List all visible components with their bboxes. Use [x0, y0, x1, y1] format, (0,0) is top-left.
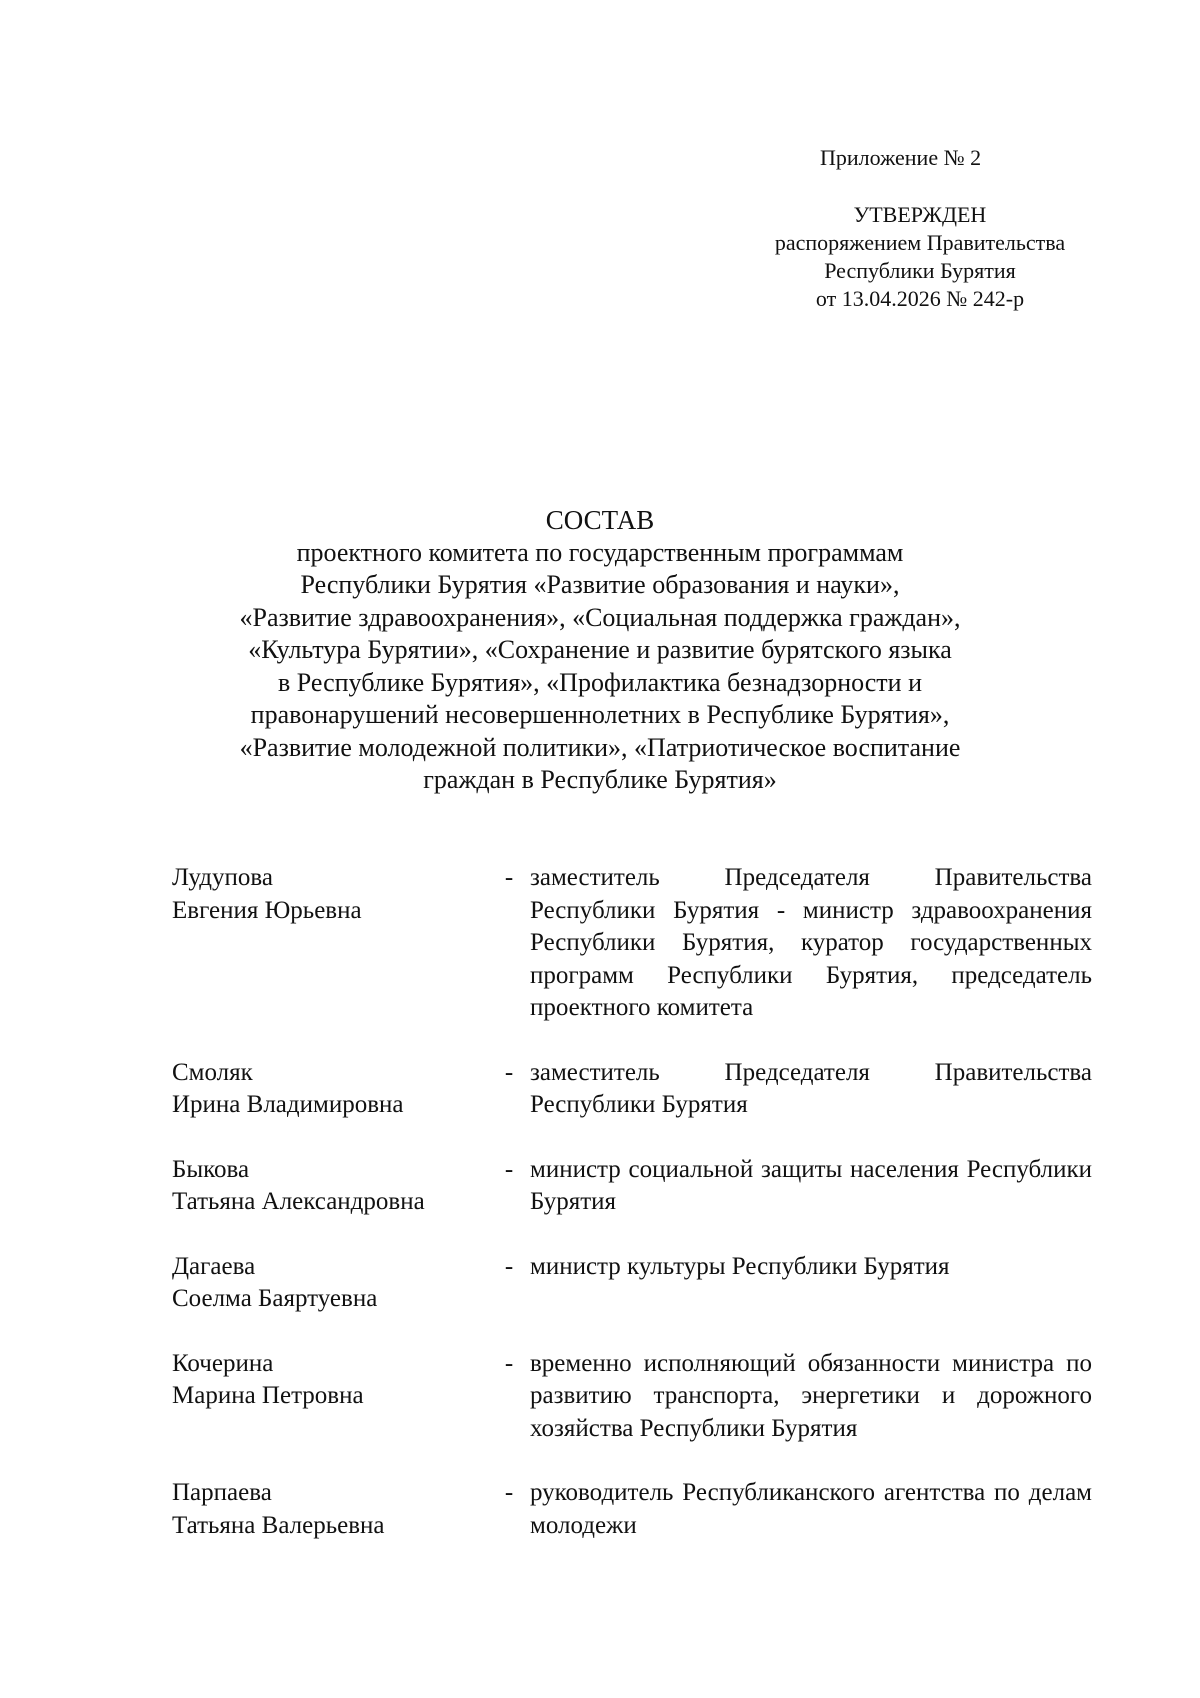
member-surname: Парпаева — [172, 1479, 272, 1506]
member-given-names: Ирина Владимировна — [172, 1091, 404, 1118]
title-line: «Культура Бурятии», «Сохранение и развитие бурятского языка — [248, 635, 952, 664]
member-name — [172, 1057, 492, 1122]
member-name — [172, 1477, 492, 1542]
member-given-names: Евгения Юрьевна — [172, 896, 362, 924]
member-surname: Смоляк — [172, 1058, 253, 1086]
approval-line: распоряжением Правительства — [774, 230, 1066, 255]
member-name — [172, 862, 492, 927]
member-name — [172, 1154, 492, 1219]
member-given-names: Татьяна Александровна — [172, 1188, 425, 1215]
member-given-names: Соелма Баяртуевна — [172, 1285, 378, 1312]
title-line: «Развитие молодежной политики», «Патриотическое воспитание — [239, 732, 961, 762]
appendix-label: Приложение № 2 — [820, 145, 982, 170]
member-surname: Дагаева — [172, 1252, 256, 1280]
member-separator: - — [504, 1349, 514, 1377]
member-entry — [172, 1251, 1092, 1316]
title-line: проектного комитета по государственным программам — [296, 537, 904, 567]
title-line: правонарушений несовершеннолетних в Республике Бурятия», — [250, 700, 950, 729]
member-role: заместитель Председателя Правительства Республики Бурятия - министр здравоохранения Республики Бурятия, куратор государственных программ Республики Бурятия, председатель проектного комитета — [530, 864, 1092, 1021]
approval-stamp — [720, 201, 1120, 313]
member-entry — [172, 1057, 1092, 1122]
approval-line: УТВЕРЖДЕН — [853, 202, 987, 227]
member-name — [172, 1348, 492, 1413]
title-heading: СОСТАВ — [545, 505, 655, 535]
member-surname: Кочерина — [172, 1349, 274, 1377]
approval-line: от 13.04.2026 № 242-р — [815, 286, 1025, 311]
member-separator: - — [504, 1058, 514, 1086]
document-title — [130, 504, 1070, 797]
member-given-names: Татьяна Валерьевна — [172, 1511, 385, 1539]
member-entry — [172, 1477, 1092, 1542]
member-surname: Лудупова — [172, 864, 273, 891]
member-name — [172, 1251, 492, 1316]
member-separator: - — [504, 864, 514, 891]
title-line: в Республике Бурятия», «Профилактика безнадзорности и — [278, 667, 922, 697]
title-line: граждан в Республике Бурятия» — [423, 765, 777, 794]
member-surname: Быкова — [172, 1155, 250, 1183]
title-line: «Развитие здравоохранения», «Социальная поддержка граждан», — [239, 602, 961, 632]
member-entry — [172, 1348, 1092, 1446]
title-line: Республики Бурятия «Развитие образования и науки», — [300, 570, 900, 599]
member-separator: - — [504, 1479, 514, 1506]
member-given-names: Марина Петровна — [172, 1382, 364, 1409]
member-role: руководитель Республиканского агентства по делам молодежи — [530, 1479, 1092, 1539]
member-entry — [172, 1154, 1092, 1219]
member-role: министр социальной защиты населения Республики Бурятия — [530, 1155, 1092, 1215]
approval-line: Республики Бурятия — [824, 258, 1016, 283]
member-role: временно исполняющий обязанности министра по развитию транспорта, энергетики и дорожного хозяйства Республики Бурятия — [530, 1349, 1092, 1442]
member-role: заместитель Председателя Правительства Республики Бурятия — [530, 1058, 1092, 1118]
committee-members-list — [172, 862, 1092, 1542]
member-entry — [172, 862, 1092, 1025]
member-separator: - — [504, 1155, 514, 1183]
member-role: министр культуры Республики Бурятия — [530, 1252, 950, 1280]
member-separator: - — [504, 1252, 514, 1280]
